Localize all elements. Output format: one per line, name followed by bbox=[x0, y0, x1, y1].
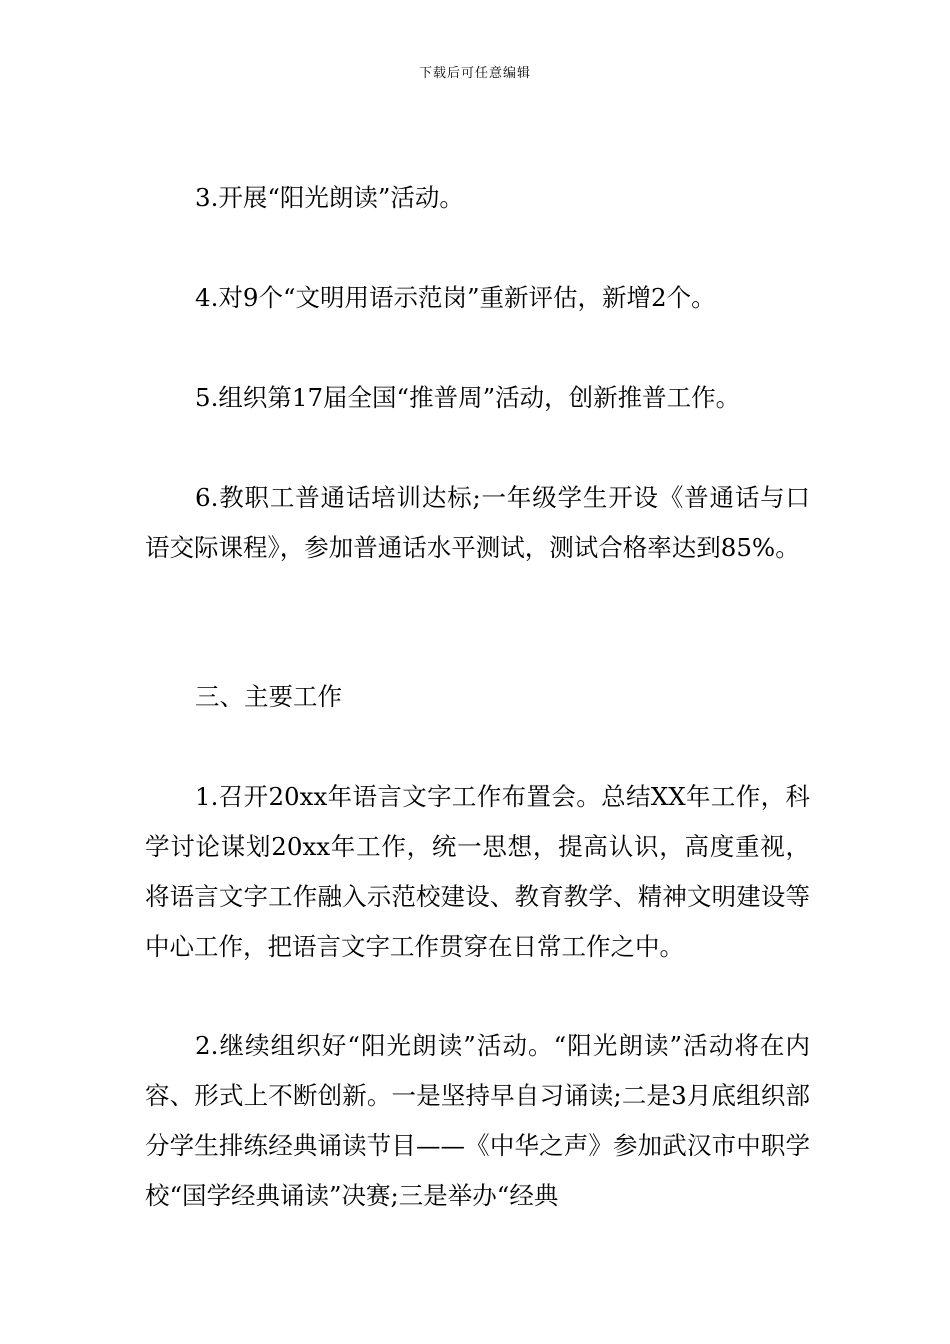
paragraph-item-4: 4.对9个“文明用语示范岗”重新评估，新增2个。 bbox=[195, 283, 716, 312]
section-heading-main-work: 三、主要工作 bbox=[195, 682, 342, 711]
paragraph-item-3: 3.开展“阳光朗读”活动。 bbox=[195, 183, 464, 212]
paragraph-item-6: 6.教职工普通话培训达标;一年级学生开设《普通话与口语交际课程》，参加普通话水平测试，测试合格率达到85%。 bbox=[145, 483, 810, 562]
paragraph-work-2: 2.继续组织好“阳光朗读”活动。“阳光朗读”活动将在内容、形式上不断创新。一是坚持早自习诵读;二是3月底组织部分学生排练经典诵读节目——《中华之声》参加武汉市中职学校“国学经典诵读”决赛;三是举办“经典 bbox=[145, 1031, 810, 1210]
paragraph-work-1: 1.召开20xx年语言文字工作布置会。总结XX年工作，科学讨论谋划20xx年工作，统一思想，提高认识，高度重视，将语言文字工作融入示范校建设、教育教学、精神文明建设等中心工作，把语言文字工作贯穿在日常工作之中。 bbox=[145, 782, 810, 961]
page-header: 下载后可任意编辑 bbox=[418, 66, 531, 81]
paragraph-item-5: 5.组织第17届全国“推普周”活动，创新推普工作。 bbox=[195, 383, 741, 412]
